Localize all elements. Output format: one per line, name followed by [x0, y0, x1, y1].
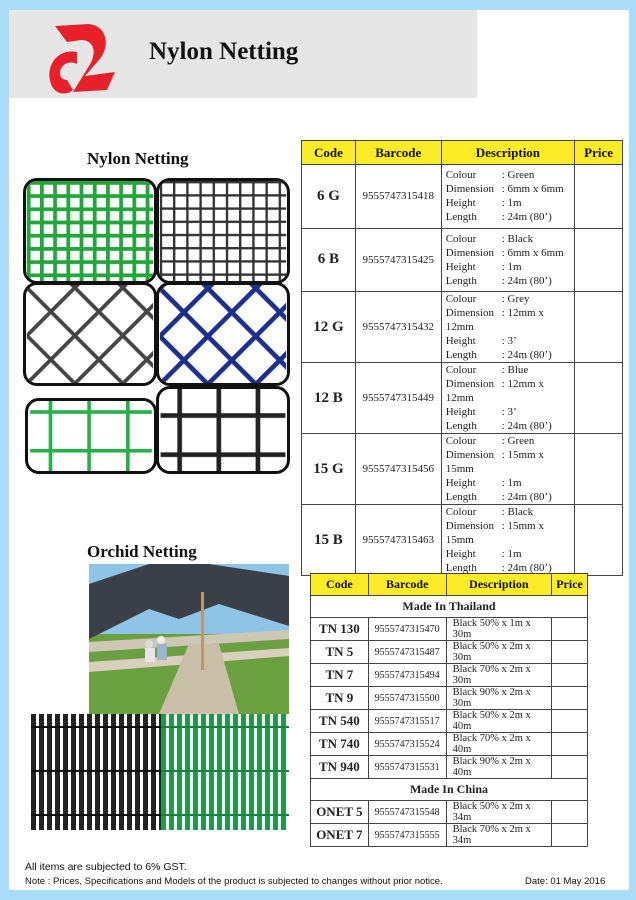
desc-value: : Blue	[501, 364, 529, 376]
desc-dimension	[446, 448, 574, 476]
desc-value: : 12mm x 12mm	[445, 307, 544, 333]
price	[552, 824, 588, 847]
product-code: TN 9	[311, 687, 369, 710]
table-row	[302, 292, 623, 363]
description	[441, 228, 574, 292]
desc-label: Length	[445, 349, 477, 361]
product-code: 6 G	[302, 165, 356, 229]
desc-value: : 15mm x 15mm	[445, 449, 544, 475]
product-code: ONET 5	[311, 801, 369, 824]
desc-label: Height	[445, 260, 476, 273]
description: Black 50% x 1m x 30m	[446, 618, 551, 641]
desc-label: Dimension	[445, 183, 494, 196]
desc-height	[446, 547, 574, 561]
product-code: 15 G	[302, 434, 356, 505]
desc-label: Colour	[445, 435, 477, 447]
desc-colour	[446, 505, 574, 519]
desc-value: : 24m (80’)	[501, 420, 552, 432]
desc-value: : 24m (80’)	[501, 491, 552, 503]
desc-dimension	[446, 182, 574, 196]
price	[575, 292, 623, 363]
barcode: 9555747315487	[368, 641, 446, 664]
barcode: 9555747315494	[368, 664, 446, 687]
table-row	[302, 228, 623, 292]
nylon-section-title: Nylon Netting	[87, 149, 189, 168]
desc-label: Length	[445, 274, 477, 287]
orchid-section-title: Orchid Netting	[87, 542, 197, 561]
price	[575, 505, 623, 576]
barcode: 9555747315425	[355, 228, 441, 292]
description: Black 90% x 2m x 40m	[446, 756, 551, 779]
desc-label: Length	[445, 420, 477, 432]
disclaimer-note: Note : Prices, Specifications and Models of the product is subjected to changes without prior notice.	[25, 876, 443, 887]
desc-label: Dimension	[445, 449, 494, 461]
table-row	[311, 733, 588, 756]
desc-label: Colour	[445, 364, 477, 376]
price	[552, 801, 588, 824]
barcode: 9555747315524	[368, 733, 446, 756]
desc-label: Dimension	[445, 246, 494, 259]
col-barcode: Barcode	[368, 574, 446, 596]
desc-value: : Green	[501, 169, 535, 182]
desc-value: : 24m (80’)	[501, 562, 552, 574]
red-a-logo-icon	[37, 18, 127, 98]
desc-value: : 15mm x 15mm	[445, 520, 544, 546]
desc-value: : 12mm x 12mm	[445, 378, 544, 404]
group-label: Made In Thailand	[311, 596, 588, 618]
table-row	[311, 664, 588, 687]
desc-label: Dimension	[445, 307, 494, 319]
barcode: 9555747315470	[368, 618, 446, 641]
desc-label: Height	[445, 335, 476, 347]
table-row	[311, 824, 588, 847]
desc-value: : 24m (80’)	[501, 349, 552, 361]
date-label: Date: 01 May 2016	[525, 876, 606, 887]
desc-label: Dimension	[445, 378, 494, 390]
desc-value: : 6mm x 6mm	[501, 246, 564, 259]
table-row	[302, 434, 623, 505]
desc-value: : Black	[501, 232, 534, 245]
desc-value: : Grey	[501, 293, 530, 305]
barcode: 9555747315418	[355, 165, 441, 229]
desc-value: : 1m	[501, 197, 522, 210]
description	[441, 292, 574, 363]
col-price: Price	[575, 141, 623, 165]
product-code: ONET 7	[311, 824, 369, 847]
desc-label: Height	[445, 406, 476, 418]
price	[552, 710, 588, 733]
barcode: 9555747315531	[368, 756, 446, 779]
desc-dimension	[446, 246, 574, 260]
desc-length	[446, 210, 574, 224]
description: Black 50% x 2m x 40m	[446, 710, 551, 733]
barcode: 9555747315456	[355, 434, 441, 505]
table-row	[302, 165, 623, 229]
desc-length	[446, 490, 574, 504]
description	[441, 505, 574, 576]
product-code: 6 B	[302, 228, 356, 292]
price	[552, 641, 588, 664]
desc-label: Length	[445, 211, 477, 224]
swatch-grey-12mm	[23, 282, 157, 386]
price	[575, 165, 623, 229]
barcode: 9555747315517	[368, 710, 446, 733]
desc-label: Length	[445, 491, 477, 503]
green-orchid-net-photo	[161, 714, 289, 830]
orchid-price-table	[310, 573, 588, 847]
description	[441, 165, 574, 229]
desc-label: Colour	[445, 232, 477, 245]
desc-height	[446, 405, 574, 419]
desc-value: : 1m	[501, 548, 522, 560]
desc-label: Colour	[445, 506, 477, 518]
gst-note: All items are subjected to 6% GST.	[25, 861, 187, 873]
desc-label: Height	[445, 477, 476, 489]
price	[552, 664, 588, 687]
desc-colour	[446, 363, 574, 377]
group-row	[311, 596, 588, 618]
group-label: Made In China	[311, 779, 588, 801]
barcode: 9555747315555	[368, 824, 446, 847]
col-description: Description	[446, 574, 551, 596]
barcode: 9555747315463	[355, 505, 441, 576]
barcode: 9555747315432	[355, 292, 441, 363]
description: Black 70% x 2m x 30m	[446, 664, 551, 687]
desc-colour	[446, 292, 574, 306]
desc-height	[446, 196, 574, 210]
description: Black 70% x 2m x 34m	[446, 824, 551, 847]
desc-value: : 3’	[501, 406, 517, 418]
col-price: Price	[552, 574, 588, 596]
desc-label: Height	[445, 548, 476, 560]
header-band	[9, 10, 477, 98]
page-title: Nylon Netting	[149, 38, 299, 65]
price	[575, 434, 623, 505]
product-code: 15 B	[302, 505, 356, 576]
swatch-green-6mm	[23, 178, 157, 284]
product-code: TN 740	[311, 733, 369, 756]
product-code: 12 G	[302, 292, 356, 363]
swatch-black-15mm	[156, 386, 290, 474]
swatch-black-6mm	[156, 178, 290, 284]
col-barcode: Barcode	[355, 141, 441, 165]
table-row	[311, 618, 588, 641]
price	[552, 687, 588, 710]
desc-value: : 24m (80’)	[501, 274, 552, 287]
catalog-page	[9, 10, 629, 890]
desc-height	[446, 334, 574, 348]
barcode: 9555747315548	[368, 801, 446, 824]
desc-value: : 1m	[501, 477, 522, 489]
desc-label: Length	[445, 562, 477, 574]
desc-height	[446, 260, 574, 274]
table-row	[311, 801, 588, 824]
desc-value: : 1m	[501, 260, 522, 273]
desc-length	[446, 274, 574, 288]
desc-label: Dimension	[445, 520, 494, 532]
desc-value: : Black	[501, 506, 534, 518]
desc-label: Height	[445, 197, 476, 210]
table-row	[311, 756, 588, 779]
product-code: TN 540	[311, 710, 369, 733]
description	[441, 363, 574, 434]
desc-value: : 24m (80’)	[501, 211, 552, 224]
barcode: 9555747315449	[355, 363, 441, 434]
desc-colour	[446, 168, 574, 182]
desc-dimension	[446, 519, 574, 547]
group-row	[311, 779, 588, 801]
table-row	[311, 710, 588, 733]
desc-length	[446, 419, 574, 433]
desc-colour	[446, 232, 574, 246]
col-description: Description	[441, 141, 574, 165]
desc-value: : 3’	[501, 335, 517, 347]
col-code: Code	[302, 141, 356, 165]
product-code: TN 130	[311, 618, 369, 641]
price	[552, 733, 588, 756]
desc-height	[446, 476, 574, 490]
price	[575, 363, 623, 434]
desc-colour	[446, 434, 574, 448]
desc-value: : Green	[501, 435, 535, 447]
col-code: Code	[311, 574, 369, 596]
product-code: 12 B	[302, 363, 356, 434]
description: Black 50% x 2m x 34m	[446, 801, 551, 824]
price	[552, 756, 588, 779]
description	[441, 434, 574, 505]
table-row	[302, 363, 623, 434]
table-row	[311, 641, 588, 664]
desc-length	[446, 348, 574, 362]
product-code: TN 7	[311, 664, 369, 687]
description: Black 70% x 2m x 40m	[446, 733, 551, 756]
table-row	[311, 687, 588, 710]
price	[575, 228, 623, 292]
desc-dimension	[446, 306, 574, 334]
desc-label: Colour	[445, 293, 477, 305]
product-code: TN 5	[311, 641, 369, 664]
description: Black 90% x 2m x 30m	[446, 687, 551, 710]
table-row	[302, 505, 623, 576]
product-code: TN 940	[311, 756, 369, 779]
nylon-price-table	[301, 140, 623, 576]
swatch-green-15mm	[25, 398, 157, 474]
swatch-blue-12mm	[156, 282, 290, 386]
barcode: 9555747315500	[368, 687, 446, 710]
desc-label: Colour	[445, 169, 477, 182]
description: Black 50% x 2m x 30m	[446, 641, 551, 664]
black-orchid-net-photo	[31, 714, 161, 830]
desc-value: : 6mm x 6mm	[501, 183, 564, 196]
price	[552, 618, 588, 641]
orchid-farm-photo	[89, 564, 289, 714]
desc-dimension	[446, 377, 574, 405]
